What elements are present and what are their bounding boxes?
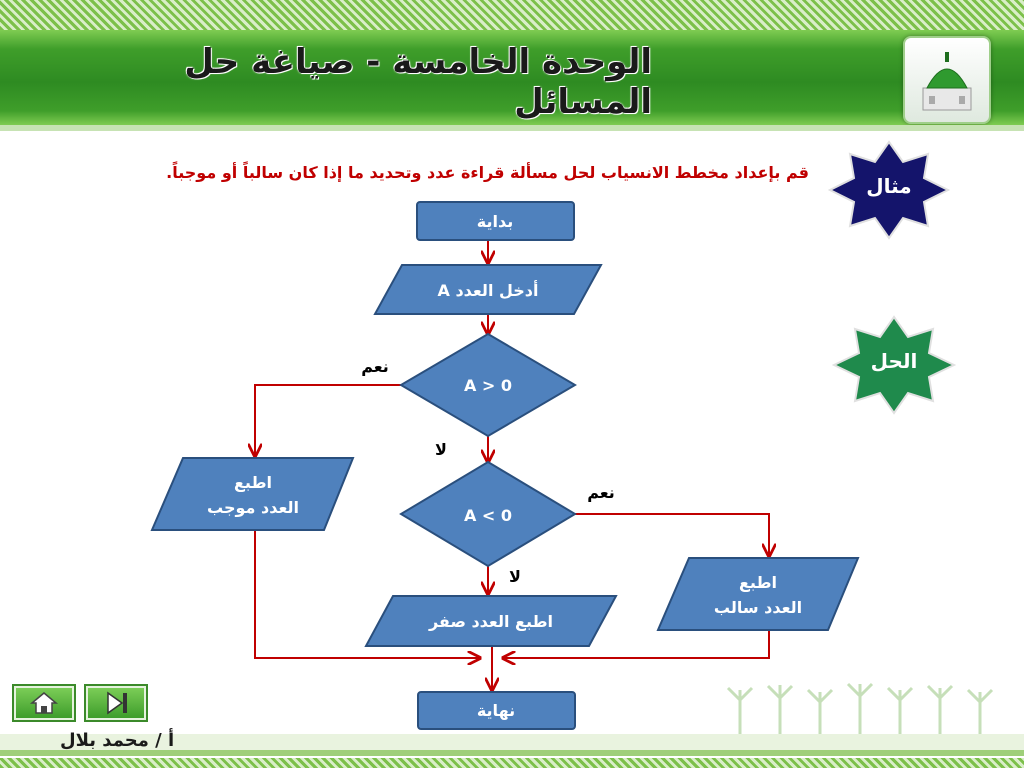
print-positive-line1: اطبع <box>233 473 273 492</box>
footer-author: أ / محمد بلال <box>60 730 175 751</box>
print-positive-parallelogram <box>152 458 353 530</box>
start-label: بداية <box>476 212 514 231</box>
home-icon <box>14 686 74 720</box>
arrow-decision1-yes <box>255 385 405 456</box>
decision2-no-label: لا <box>509 567 521 586</box>
decision1-no-label: لا <box>435 440 447 459</box>
decision1-label: A > 0 <box>463 376 513 395</box>
arrow-decision2-yes <box>575 514 769 556</box>
print-negative-line2: العدد سالب <box>713 598 803 617</box>
solution-badge-label: الحل <box>870 349 918 373</box>
next-slide-button[interactable] <box>84 684 148 722</box>
bottom-stripe <box>0 758 1024 768</box>
print-negative-line1: اطبع <box>738 573 778 592</box>
page-title: الوحدة الخامسة - صياغة حل المسائل <box>184 42 652 122</box>
decision2-label: A < 0 <box>463 506 513 525</box>
question-text: قم بإعداد مخطط الانسياب لحل مسألة قراءة عدد وتحديد ما إذا كان سالباً أو موجباً. <box>166 163 809 182</box>
decision2-yes-label: نعم <box>587 483 615 502</box>
decision1-yes-label: نعم <box>361 357 389 376</box>
next-slide-icon <box>86 686 146 720</box>
print-positive-line2: العدد موجب <box>207 498 299 517</box>
print-zero-label: اطبع العدد صفر <box>428 612 554 631</box>
end-label: نهاية <box>476 701 516 720</box>
home-button[interactable] <box>12 684 76 722</box>
input-label: أدخل العدد A <box>437 281 539 300</box>
example-badge-label: مثال <box>866 174 912 198</box>
print-negative-parallelogram <box>658 558 858 630</box>
